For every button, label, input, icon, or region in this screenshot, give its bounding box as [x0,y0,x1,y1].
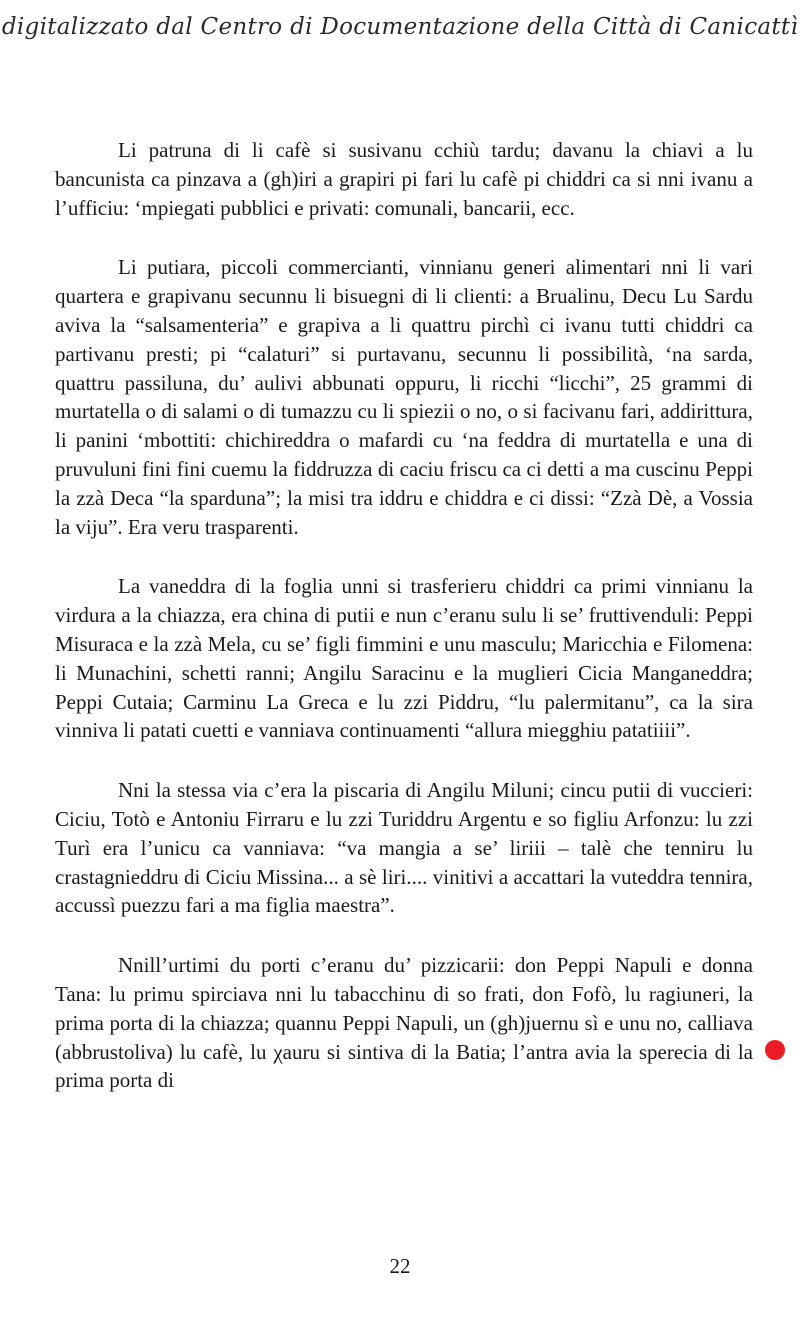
paragraph-5: Nnill’urtimi du porti c’eranu du’ pizzicarii: don Peppi Napuli e donna Tana: lu primu spirciava nni lu tabacchinu di so frati, don Fofò, lu ragiuneri, la prima porta di la chiazza; quannu Peppi Napuli, un (gh)juernu sì e unu no, calliava (abbrustoliva) lu cafè, lu χauru si sintiva di la Batia; l’antra avia la sperecia di la prima porta di [55,953,753,1093]
page-number: 22 [389,1254,411,1278]
paragraph-4: Nni la stessa via c’era la piscaria di Angilu Miluni; cincu putii di vuccieri: Ciciu, Totò e Antoniu Firraru e lu zzi Turiddru Argentu e so figliu Arfonzu: lu zzi Turì era l’unicu ca vanniava: “va mangia a se’ liriii – talè che tenniru lu crastagnieddru di Ciciu Missina... a sè liri.... vinitivi a accattari la vuteddra tennira, accussì puezzu fari a ma figlia maestra”. [55,778,753,918]
paragraph-2: Li putiara, piccoli commercianti, vinnianu generi alimentari nni li vari quartera e grapivanu secunnu li bisuegni di li clienti: a Brualinu, Decu Lu Sardu aviva la “salsamenteria” e grapiva a li quattru pirchì ci ivanu tutti chiddri ca partivanu presti; pi “calaturi” si purtavanu, secunnu li possibilità, ‘na sarda, quattru passiluna, du’ aulivi abbunati oppuru, li ricchi “licchi”, 25 grammi di murtatella o di salami o di tumazzu cu li spiezii o no, o si facivanu fari, addirittura, li panini ‘mbottiti: chichireddra o mafardi cu ‘na feddra di murtatella e una di pruvuluni fini fini cuemu la fiddruzza di caciu friscu ca ci detti a ma cuscinu Peppi la zzà Deca “la sparduna”; la misi tra iddru e chiddra e ci dissi: “Zzà Dè, a Vossia la viju”. Era veru trasparenti. [55,255,753,539]
paragraph-3: La vaneddra di la foglia unni si trasferieru chiddri ca primi vinnianu la virdura a la chiazza, era china di putii e nun c’eranu sulu li se’ fruttivenduli: Peppi Misuraca e la zzà Mela, cu se’ figli fimmini e unu masculu; Maricchia e Filomena: li Munachini, schetti ranni; Angilu Saracinu e la muglieri Cicia Manganeddra; Peppi Cutaia; Carminu La Greca e lu zzi Piddru, “lu palermitanu”, ca la sira vinniva li patati cuetti e vanniava continuamenti “allura miegghiu patatiiii”. [55,574,753,743]
red-marker-dot [765,1040,785,1060]
page-body [55,136,753,1126]
digitization-watermark: digitalizzato dal Centro di Documentazione della Città di Canicattì [1,14,799,40]
paragraph-1: Li patruna di li cafè si susivanu cchiù tardu; davanu la chiavi a lu bancunista ca pinzava a (gh)iri a grapiri pi fari lu cafè pi chiddri ca si nni ivanu a l’ufficiu: ‘mpiegati pubblici e privati: comunali, bancarii, ecc. [55,138,753,220]
